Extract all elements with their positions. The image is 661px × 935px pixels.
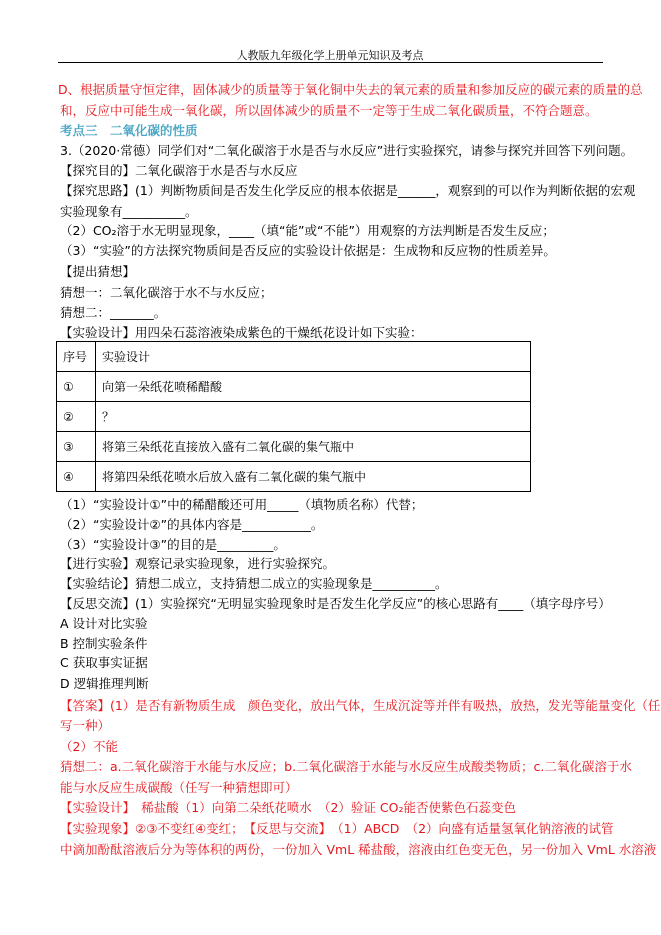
text-line: C 获取事实证据 (60, 655, 148, 670)
table-row (57, 372, 531, 402)
table-row (57, 402, 531, 432)
table-cell: 向第一朵纸花喷稀醋酸 (96, 372, 531, 402)
text-line: 【实验设计】 稀盐酸（1）向第二朵纸花喷水 （2）验证 CO₂能否使紫色石蕊变色 (60, 800, 516, 815)
text-line: D、根据质量守恒定律，固体减少的质量等于氧化铜中失去的氧元素的质量和参加反应的碳元素的质量的总 (58, 82, 643, 97)
text-line: A 设计对比实验 (60, 616, 148, 631)
table-cell: ③ (57, 432, 96, 462)
text-line: （1）“实验设计①”中的稀醋酸还可用_____（填物质名称）代替； (60, 497, 424, 512)
table-cell: 将第四朵纸花喷水后放入盛有二氧化碳的集气瓶中 (96, 462, 531, 492)
text-line: 猜想一：二氧化碳溶于水不与水反应； (60, 285, 273, 300)
text-line: 考点三 二氧化碳的性质 (60, 123, 198, 138)
text-line: D 逻辑推理判断 (60, 676, 149, 691)
text-line: 和，反应中可能生成一氧化碳，所以固体减少的质量不一定等于生成二氧化碳质量，不符合题意。 (60, 103, 598, 118)
text-line: 【答案】(1）是否有新物质生成 颜色变化，放出气体，生成沉淀等并伴有吸热，放热，发光等能量变化（任 (60, 698, 661, 713)
text-line: 【实验现象】②③不变红④变红； 【反思与交流】 （1）ABCD （2）向盛有适量氢氧化钠溶液的试管 (60, 821, 614, 836)
experiment-table (56, 341, 531, 492)
text-line: （2）不能 (60, 739, 118, 754)
text-line: 3.（2020·常德）同学们对“二氧化碳溶于水是否与水反应”进行实验探究，请参与探究并回答下列问题。 (60, 143, 634, 158)
table-header-row (57, 342, 531, 372)
table-cell: ① (57, 372, 96, 402)
table-header: 序号 (57, 342, 96, 372)
table-header: 实验设计 (96, 342, 531, 372)
text-line: 能与水反应生成碳酸（任写一种猜想即可） (60, 780, 298, 795)
table-row (57, 432, 531, 462)
text-line: 猜想二：_______。 (60, 305, 167, 320)
text-line: 【进行实验】观察记录实验现象，进行实验探究。 (60, 556, 336, 571)
text-line: 实验现象有__________。 (60, 204, 198, 219)
text-line: 【反思交流】(1）实验探究“无明显实验现象时是否发生化学反应”的核心思路有____（填字母序号） (60, 596, 611, 611)
text-line: （2）CO₂溶于水无明显现象，____（填“能”或“不能”）用观察的方法判断是否发生反应； (60, 223, 555, 238)
text-line: 写一种） (60, 718, 111, 733)
text-line: 中滴加酚酞溶液后分为等体积的两份，一份加入 VmL 稀盐酸，溶液由红色变无色，另一份加入 VmL 水溶液 (60, 842, 657, 857)
text-line: 【实验设计】用四朵石蕊溶液染成紫色的干燥纸花设计如下实验： (60, 325, 423, 340)
table-cell: ② (57, 402, 96, 432)
text-line: 【实验结论】猜想二成立，支持猜想二成立的实验现象是__________。 (60, 576, 448, 591)
page-header: 人教版九年级化学上册单元知识及考点 (236, 49, 424, 62)
header-rule (58, 62, 603, 63)
text-line: 【探究思路】(1）判断物质间是否发生化学反应的根本依据是______，观察到的可以作为判断依据的宏观 (60, 183, 636, 198)
table-cell: ？ (96, 402, 531, 432)
text-line: （3）“实验”的方法探究物质间是否反应的实验设计依据是：生成物和反应物的性质差异。 (60, 243, 556, 258)
table-cell: ④ (57, 462, 96, 492)
table-cell: 将第三朵纸花直接放入盛有二氧化碳的集气瓶中 (96, 432, 531, 462)
text-line: （3）“实验设计③”的目的是_________。 (60, 537, 286, 552)
text-line: 【提出猜想】 (60, 264, 136, 279)
text-line: B 控制实验条件 (60, 636, 148, 651)
text-line: 猜想二：a.二氧化碳溶于水能与水反应；b.二氧化碳溶于水能与水反应生成酸类物质；c.二氧化碳溶于水 (60, 759, 632, 774)
text-line: 【探究目的】二氧化碳溶于水是否与水反应 (60, 163, 298, 178)
text-line: （2）“实验设计②”的具体内容是___________。 (60, 517, 324, 532)
table-row (57, 462, 531, 492)
